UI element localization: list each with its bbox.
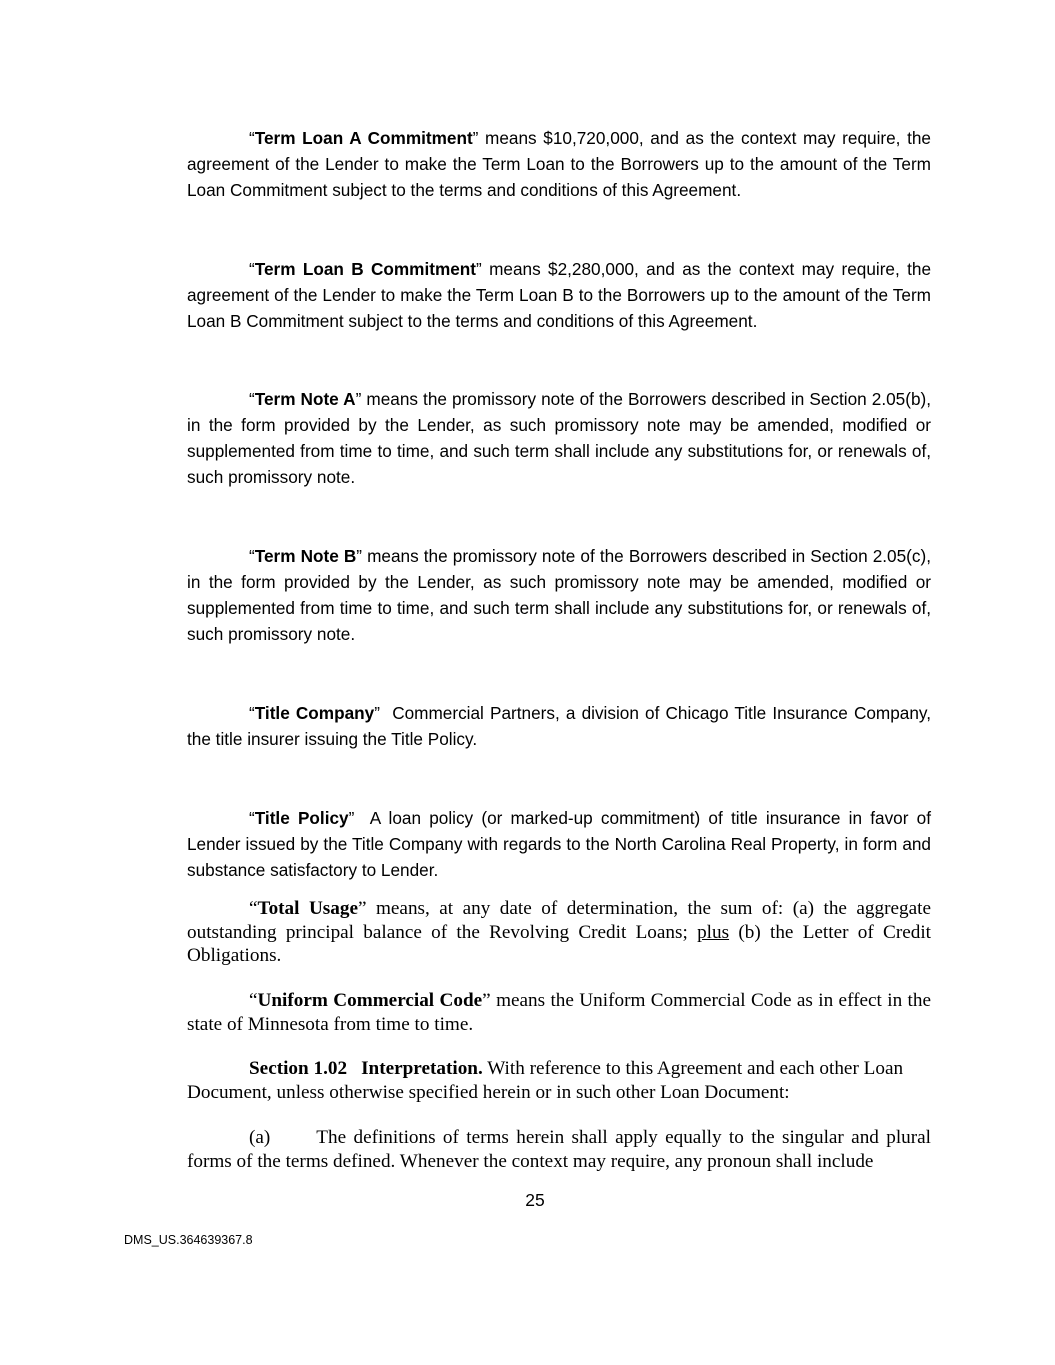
section-1-02-interpretation — [187, 1057, 931, 1104]
definition-total-usage: “Total Usage” means, at any date of determination, the sum of: (a) the aggregate outstanding principal balance of the Revolving Credit Loans; plus (b) the Letter of Credit Obligations. — [187, 898, 931, 966]
definition-term-loan-a-commitment: “Term Loan A Commitment” means $10,720,000, and as the context may require, the agreement of the Lender to make the Term Loan to the Borrowers up to the amount of the Term Loan Commitment subject to the terms and conditions of this Agreement. — [187, 128, 931, 200]
defined-term: Term Loan A Commitment — [254, 128, 473, 148]
defined-term: Term Note B — [254, 546, 357, 566]
definition-text: means the promissory note of the Borrowers described in Section 2.05(c), in the form provided by the Lender, as such promissory note may be amended, modified or supplemented from time to time, and such term shall include any substitutions for, or renewals of, such promissory note. — [187, 546, 931, 644]
clause-text: The definitions of terms herein shall apply equally to the singular and plural forms of the terms defined. Whenever the context may require, any pronoun shall include — [187, 1127, 931, 1172]
definition-text: A loan policy (or marked-up commitment) of title insurance in favor of Lender issued by the Title Company with regards to the North Carolina Real Property, in form and substance satisfactory to Lender. — [187, 808, 936, 880]
definition-term-note-b: “Term Note B” means the promissory note of the Borrowers described in Section 2.05(c), in the form provided by the Lender, as such promissory note may be amended, modified or supplemented from time to time, and such term shall include any substitutions for, or renewals of, such promissory note. — [187, 546, 931, 644]
definition-text: means $10,720,000, and as the context may require, the agreement of the Lender to make the Term Loan to the Borrowers up to the amount of the Term Loan Commitment subject to the terms and conditions of this Agreement. — [187, 128, 931, 200]
clause-label: (a) — [249, 1127, 271, 1148]
definition-term-loan-b-commitment: “Term Loan B Commitment” means $2,280,000, and as the context may require, the agreement of the Lender to make the Term Loan B to the Borrowers up to the amount of the Term Loan B Commitment subject to the terms and conditions of this Agreement. — [187, 259, 932, 331]
section-text: With reference to this Agreement and each other Loan Document, unless otherwise specified herein or in such other Loan Document: — [187, 1058, 904, 1103]
definition-term-note-a: “Term Note A” means the promissory note of the Borrowers described in Section 2.05(b), in the form provided by the Lender, as such promissory note may be amended, modified or supplemented from time to time, and such term shall include any substitutions for, or renewals of, such promissory note. — [187, 389, 931, 487]
section-number: Section 1.02 — [249, 1058, 348, 1079]
definition-uniform-commercial-code: “Uniform Commercial Code” means the Uniform Commercial Code as in effect in the state of Minnesota from time to time. — [187, 990, 931, 1035]
definition-title-policy: “Title Policy” A loan policy (or marked-up commitment) of title insurance in favor of Lender issued by the Title Company with regards to the North Carolina Real Property, in form and substance satisfactory to Lender. — [187, 808, 936, 880]
clause-a — [187, 1126, 931, 1173]
defined-term: Term Note A — [254, 389, 356, 409]
defined-term: Term Loan B Commitment — [254, 259, 477, 279]
defined-term: Title Policy — [254, 808, 349, 828]
definition-text: means $2,280,000, and as the context may require, the agreement of the Lender to make the Term Loan B to the Borrowers up to the amount of the Term Loan B Commitment subject to the terms and conditions of this Agreement. — [187, 259, 932, 331]
definition-title-company: “Title Company” Commercial Partners, a division of Chicago Title Insurance Company, the title insurer issuing the Title Policy. — [187, 703, 936, 749]
defined-term: Title Company — [254, 703, 375, 723]
definition-text: means the promissory note of the Borrowers described in Section 2.05(b), in the form provided by the Lender, as such promissory note may be amended, modified or supplemented from time to time, and such term shall include any substitutions for, or renewals of, such promissory note. — [187, 389, 931, 487]
page-number: 25 — [525, 1190, 545, 1210]
defined-term: Uniform Commercial Code — [257, 990, 483, 1011]
definition-text: means the Uniform Commercial Code as in effect in the state of Minnesota from time to time. — [187, 990, 931, 1035]
underlined-word: plus — [697, 921, 730, 943]
definition-text: Commercial Partners, a division of Chicago Title Insurance Company, the title insurer issuing the Title Policy. — [187, 703, 936, 749]
defined-term: Total Usage — [257, 898, 358, 919]
document-id: DMS_US.364639367.8 — [124, 1233, 253, 1247]
section-title: Interpretation. — [361, 1058, 483, 1079]
